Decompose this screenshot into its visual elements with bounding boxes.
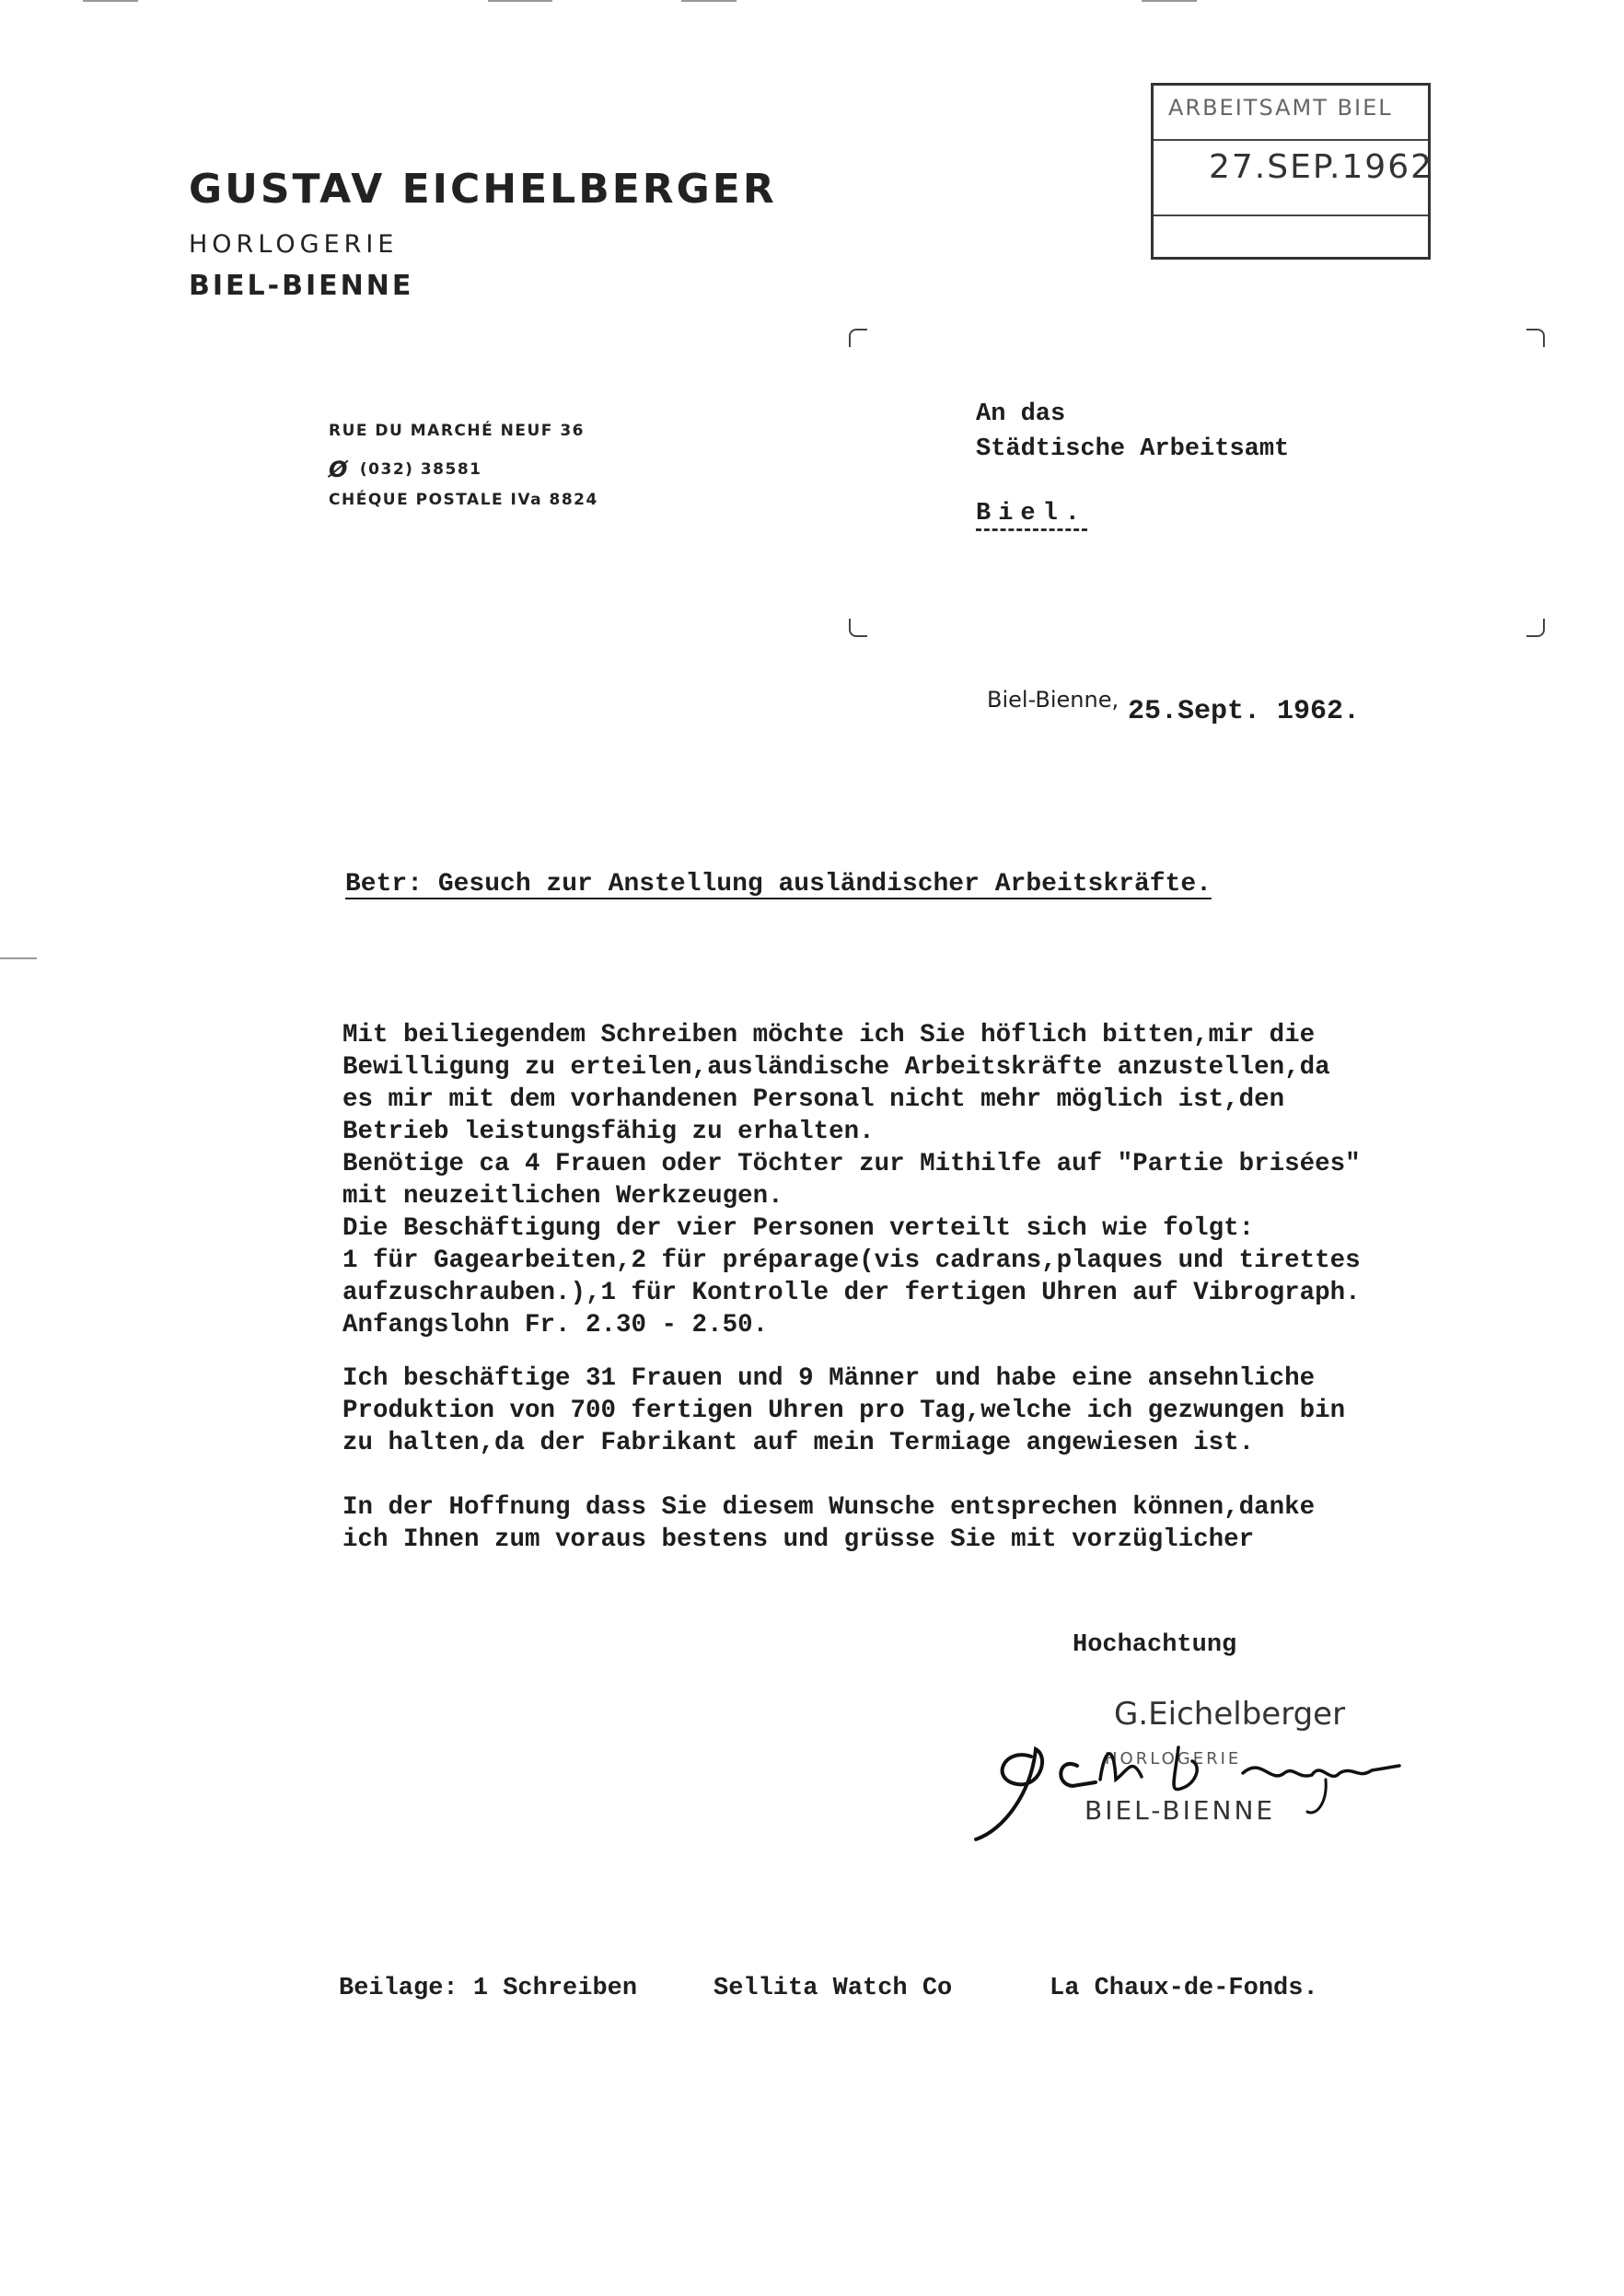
signature-stamp-city: BIEL-BIENNE — [1085, 1795, 1276, 1826]
handwritten-signature — [967, 1692, 1445, 1844]
scan-mark — [681, 0, 737, 2]
body-line: Produktion von 700 fertigen Uhren pro Tag,welche ich gezwungen bin — [342, 1397, 1346, 1425]
body-line: zu halten,da der Fabrikant auf mein Termiage angewiesen ist. — [342, 1429, 1255, 1457]
enclosure-label: Beilage: 1 Schreiben — [339, 1975, 638, 2002]
body-line: mit neuzeitlichen Werkzeugen. — [342, 1182, 783, 1211]
body-line: es mir mit dem vorhandenen Personal nicht mehr möglich ist,den — [342, 1085, 1285, 1114]
recipient-name: Städtische Arbeitsamt — [976, 435, 1290, 463]
letter-date: 25.Sept. 1962. — [1128, 696, 1361, 727]
date-place-label: Biel-Bienne, — [987, 687, 1119, 713]
body-paragraph — [342, 1491, 1315, 1556]
recipient-salutation: An das — [976, 400, 1066, 428]
body-line: Die Beschäftigung der vier Personen verteilt sich wie folgt: — [342, 1214, 1255, 1243]
scan-mark — [1142, 0, 1197, 2]
stamp-date: 27.SEP.1962 — [1209, 148, 1434, 186]
enclosure-company: Sellita Watch Co — [713, 1975, 953, 2002]
recipient-city: Biel. — [976, 500, 1088, 528]
stamp-divider — [1154, 139, 1428, 141]
body-line: In der Hoffnung dass Sie diesem Wunsche entsprechen können,danke — [342, 1493, 1316, 1522]
window-corner-mark — [849, 619, 867, 637]
signature-drawing — [967, 1692, 1445, 1844]
body-line: ich Ihnen zum voraus bestens und grüsse Sie mit vorzüglicher — [342, 1525, 1255, 1554]
company-phone — [329, 457, 482, 482]
received-stamp — [1151, 83, 1434, 260]
company-trade: HORLOGERIE — [189, 230, 399, 259]
telephone-icon: Ø — [329, 457, 349, 482]
window-corner-mark — [1526, 619, 1545, 637]
body-line: Betrieb leistungsfähig zu erhalten. — [342, 1118, 875, 1146]
window-corner-mark — [1526, 329, 1545, 347]
scan-mark — [0, 957, 37, 959]
postal-cheque: CHÉQUE POSTALE IVa 8824 — [329, 491, 598, 509]
phone-number: (032) 38581 — [359, 460, 482, 479]
subject-line: Betr: Gesuch zur Anstellung ausländischer Arbeitskräfte. — [345, 870, 1212, 899]
stamp-divider — [1154, 215, 1428, 216]
scan-mark — [83, 0, 138, 2]
body-paragraph — [342, 1019, 1361, 1341]
scan-mark — [488, 0, 552, 2]
body-paragraph — [342, 1363, 1345, 1459]
company-name: GUSTAV EICHELBERGER — [189, 166, 777, 213]
window-corner-mark — [849, 329, 867, 347]
body-line: 1 für Gagearbeiten,2 für préparage(vis cadrans,plaques und tirettes — [342, 1247, 1361, 1275]
company-address: RUE DU MARCHÉ NEUF 36 — [329, 422, 585, 440]
enclosure-city: La Chaux-de-Fonds. — [1050, 1975, 1318, 2002]
stamp-label: ARBEITSAMT BIEL — [1168, 95, 1393, 121]
body-line: Anfangslohn Fr. 2.30 - 2.50. — [342, 1311, 769, 1339]
body-line: Ich beschäftige 31 Frauen und 9 Männer und habe eine ansehnliche — [342, 1364, 1316, 1393]
signature-stamp-trade: HORLOGERIE — [1105, 1749, 1242, 1768]
body-line: Mit beiliegendem Schreiben möchte ich Sie höflich bitten,mir die — [342, 1021, 1316, 1049]
closing-phrase: Hochachtung — [1073, 1631, 1237, 1659]
body-line: Bewilligung zu erteilen,ausländische Arbeitskräfte anzustellen,da — [342, 1053, 1330, 1082]
body-line: aufzuschrauben.),1 für Kontrolle der fertigen Uhren auf Vibrograph. — [342, 1279, 1361, 1307]
company-city: BIEL-BIENNE — [189, 270, 414, 302]
body-line: Benötige ca 4 Frauen oder Töchter zur Mithilfe auf "Partie brisées" — [342, 1150, 1361, 1178]
signature-stamp-name: G.Eichelberger — [1114, 1696, 1346, 1733]
